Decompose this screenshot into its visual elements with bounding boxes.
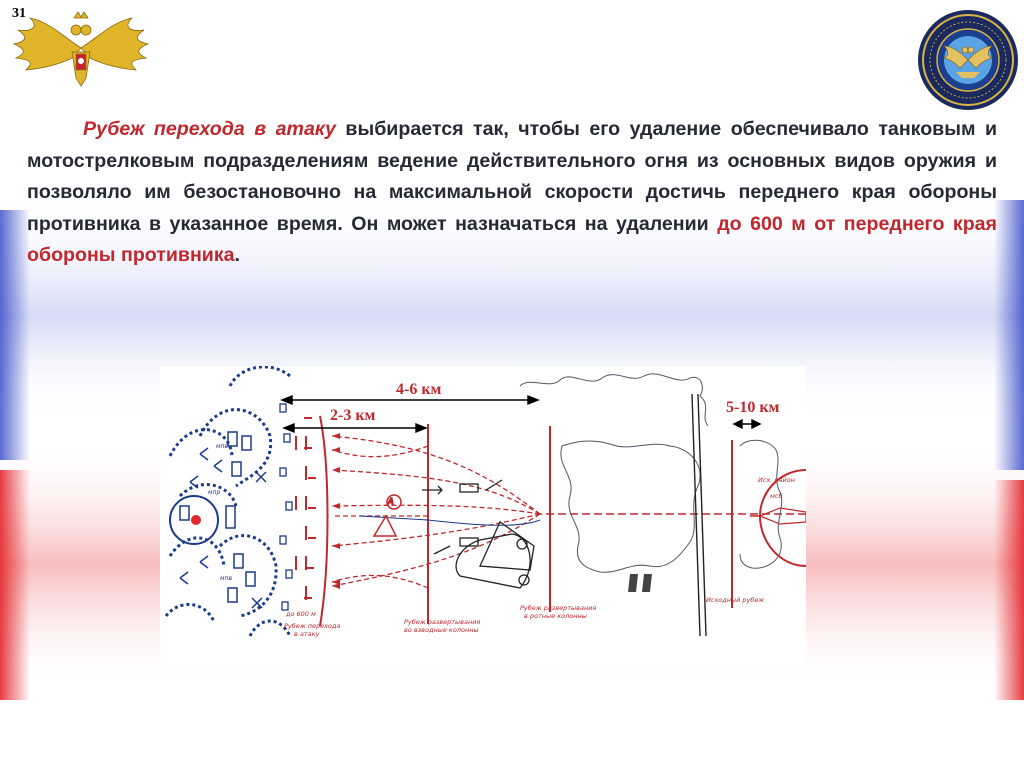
dim-label-2-3: 2-3 км — [330, 407, 376, 424]
label-mpv-top: мпв — [216, 443, 228, 450]
label-company-line-2: в ротные колонны — [524, 612, 587, 620]
label-mpv-bottom: мпв — [220, 575, 232, 582]
label-attack-line-1: Рубеж перехода — [284, 622, 341, 630]
label-attack-line-2: в атаку — [294, 630, 320, 638]
university-seal-icon — [916, 8, 1020, 112]
eagle-emblem-icon — [10, 8, 152, 88]
label-600m: до 600 м — [286, 610, 316, 618]
label-msb: мсб — [770, 492, 783, 500]
main-paragraph — [27, 114, 997, 272]
tactical-diagram-svg — [160, 366, 806, 666]
label-company-line-1: Рубеж развертывания — [520, 604, 597, 612]
label-mpr: мпр — [208, 489, 221, 496]
tactical-diagram — [160, 366, 806, 666]
label-platoon-line-1: Рубеж развертывания — [404, 618, 481, 626]
paragraph-emphasis: Рубеж перехода в атаку — [83, 118, 336, 140]
paragraph-end: . — [234, 244, 240, 266]
label-start-line: Исходный рубеж — [706, 596, 765, 604]
slide-number: 31 — [12, 6, 26, 21]
label-platoon-line-2: во взводные колонны — [404, 626, 479, 634]
paragraph-text: выбирается так, чтобы его удаление обеспечивало танковым и мотострелковым подразделениям ведение действительного огня из основных видов оружия и позволяло им безостановочно на максимальной скорости достичь переднего края обороны противника в указанное время. Он может назначаться на удалении — [27, 118, 998, 235]
paragraph-highlight: до 600 м от переднего края обороны противника — [27, 212, 997, 266]
dim-label-4-6: 4-6 км — [396, 381, 442, 398]
label-start-area: Исх. район — [758, 476, 795, 484]
dim-label-5-10: 5-10 км — [726, 399, 780, 416]
svg-text:A: A — [388, 497, 394, 506]
